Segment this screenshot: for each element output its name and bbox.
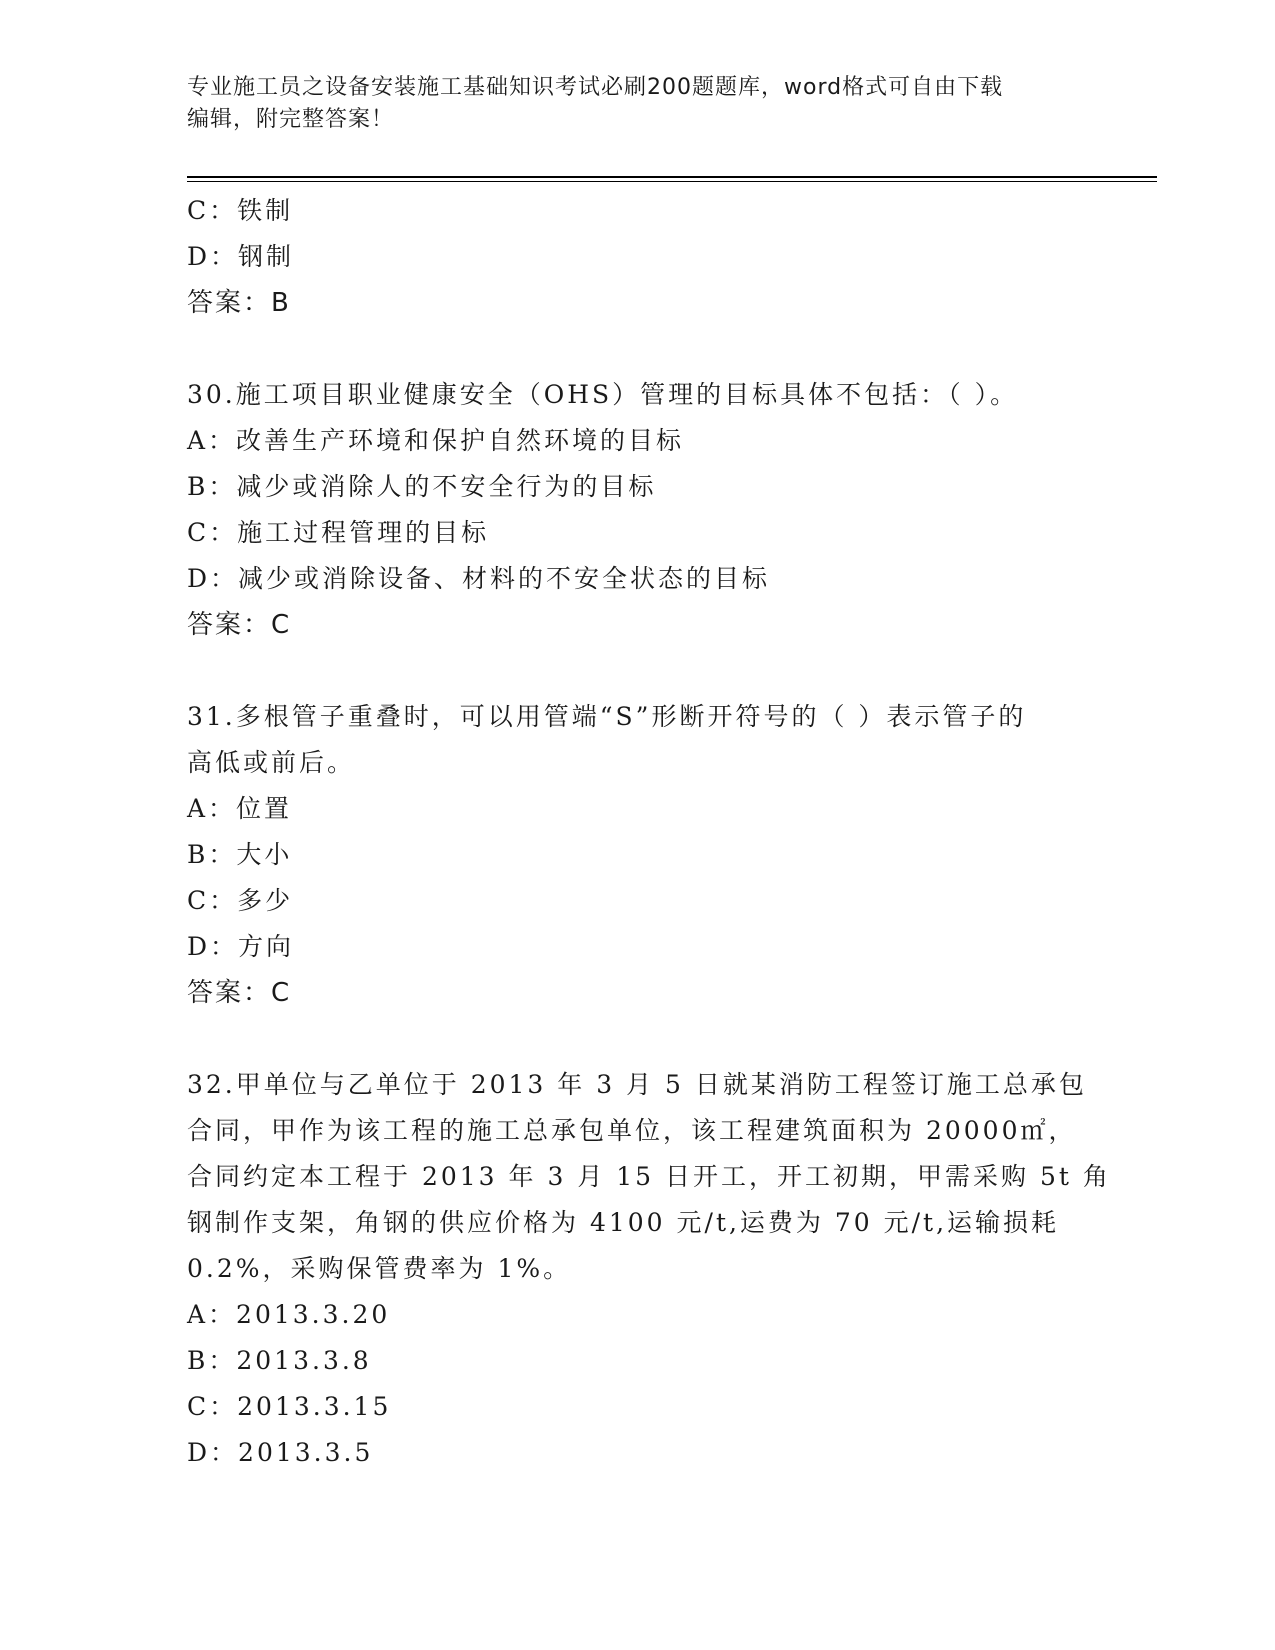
answer-line: 答案：C (187, 978, 292, 1008)
question-30 (187, 372, 1087, 648)
spacer (187, 326, 1087, 372)
answer-line: 答案：B (187, 288, 291, 318)
header-line-1: 专业施工员之设备安装施工基础知识考试必刷200题题库，word格式可自由下载 (187, 75, 1004, 100)
spacer (187, 648, 1087, 694)
question-stem: 合同，甲作为该工程的施工总承包单位，该工程建筑面积为 20000㎡， (187, 1116, 1077, 1145)
question-31 (187, 694, 1087, 1016)
question-stem: 钢制作支架，角钢的供应价格为 4100 元/t,运费为 70 元/t,运输损耗 (187, 1208, 1060, 1237)
answer-line: 答案：C (187, 610, 292, 640)
header-rule-thin (187, 181, 1157, 182)
option-c: C：施工过程管理的目标 (187, 518, 490, 547)
option-c: C：多少 (187, 886, 294, 915)
option-c: C：铁制 (187, 196, 294, 225)
question-32 (187, 1062, 1111, 1476)
question-stem: 合同约定本工程于 2013 年 3 月 15 日开工，开工初期，甲需采购 5t 角 (187, 1162, 1111, 1191)
question-content (187, 188, 1111, 1476)
option-b: B：2013.3.8 (187, 1346, 372, 1375)
option-d: D：减少或消除设备、材料的不安全状态的目标 (187, 564, 771, 593)
header-rule-thick (187, 176, 1157, 178)
question-stem: 30.施工项目职业健康安全（OHS）管理的目标具体不包括：（ ）。 (187, 380, 1019, 409)
previous-question-tail (187, 188, 1087, 326)
option-b: B：大小 (187, 840, 293, 869)
option-d: D：钢制 (187, 242, 295, 271)
question-stem: 32.甲单位与乙单位于 2013 年 3 月 5 日就某消防工程签订施工总承包 (187, 1070, 1087, 1099)
option-a: A：位置 (187, 794, 293, 823)
option-d: D：方向 (187, 932, 295, 961)
question-stem: 0.2%，采购保管费率为 1%。 (187, 1254, 572, 1283)
question-stem: 高低或前后。 (187, 748, 356, 777)
option-b: B：减少或消除人的不安全行为的目标 (187, 472, 657, 501)
option-a: A：改善生产环境和保护自然环境的目标 (187, 426, 685, 455)
option-a: A：2013.3.20 (187, 1300, 391, 1329)
question-stem: 31.多根管子重叠时，可以用管端“S”形断开符号的（ ）表示管子的 (187, 702, 1027, 731)
option-c: C：2013.3.15 (187, 1392, 392, 1421)
spacer (187, 1016, 1087, 1062)
header-line-2: 编辑，附完整答案！ (187, 107, 395, 132)
page-header (187, 72, 1067, 136)
option-d: D：2013.3.5 (187, 1438, 374, 1467)
